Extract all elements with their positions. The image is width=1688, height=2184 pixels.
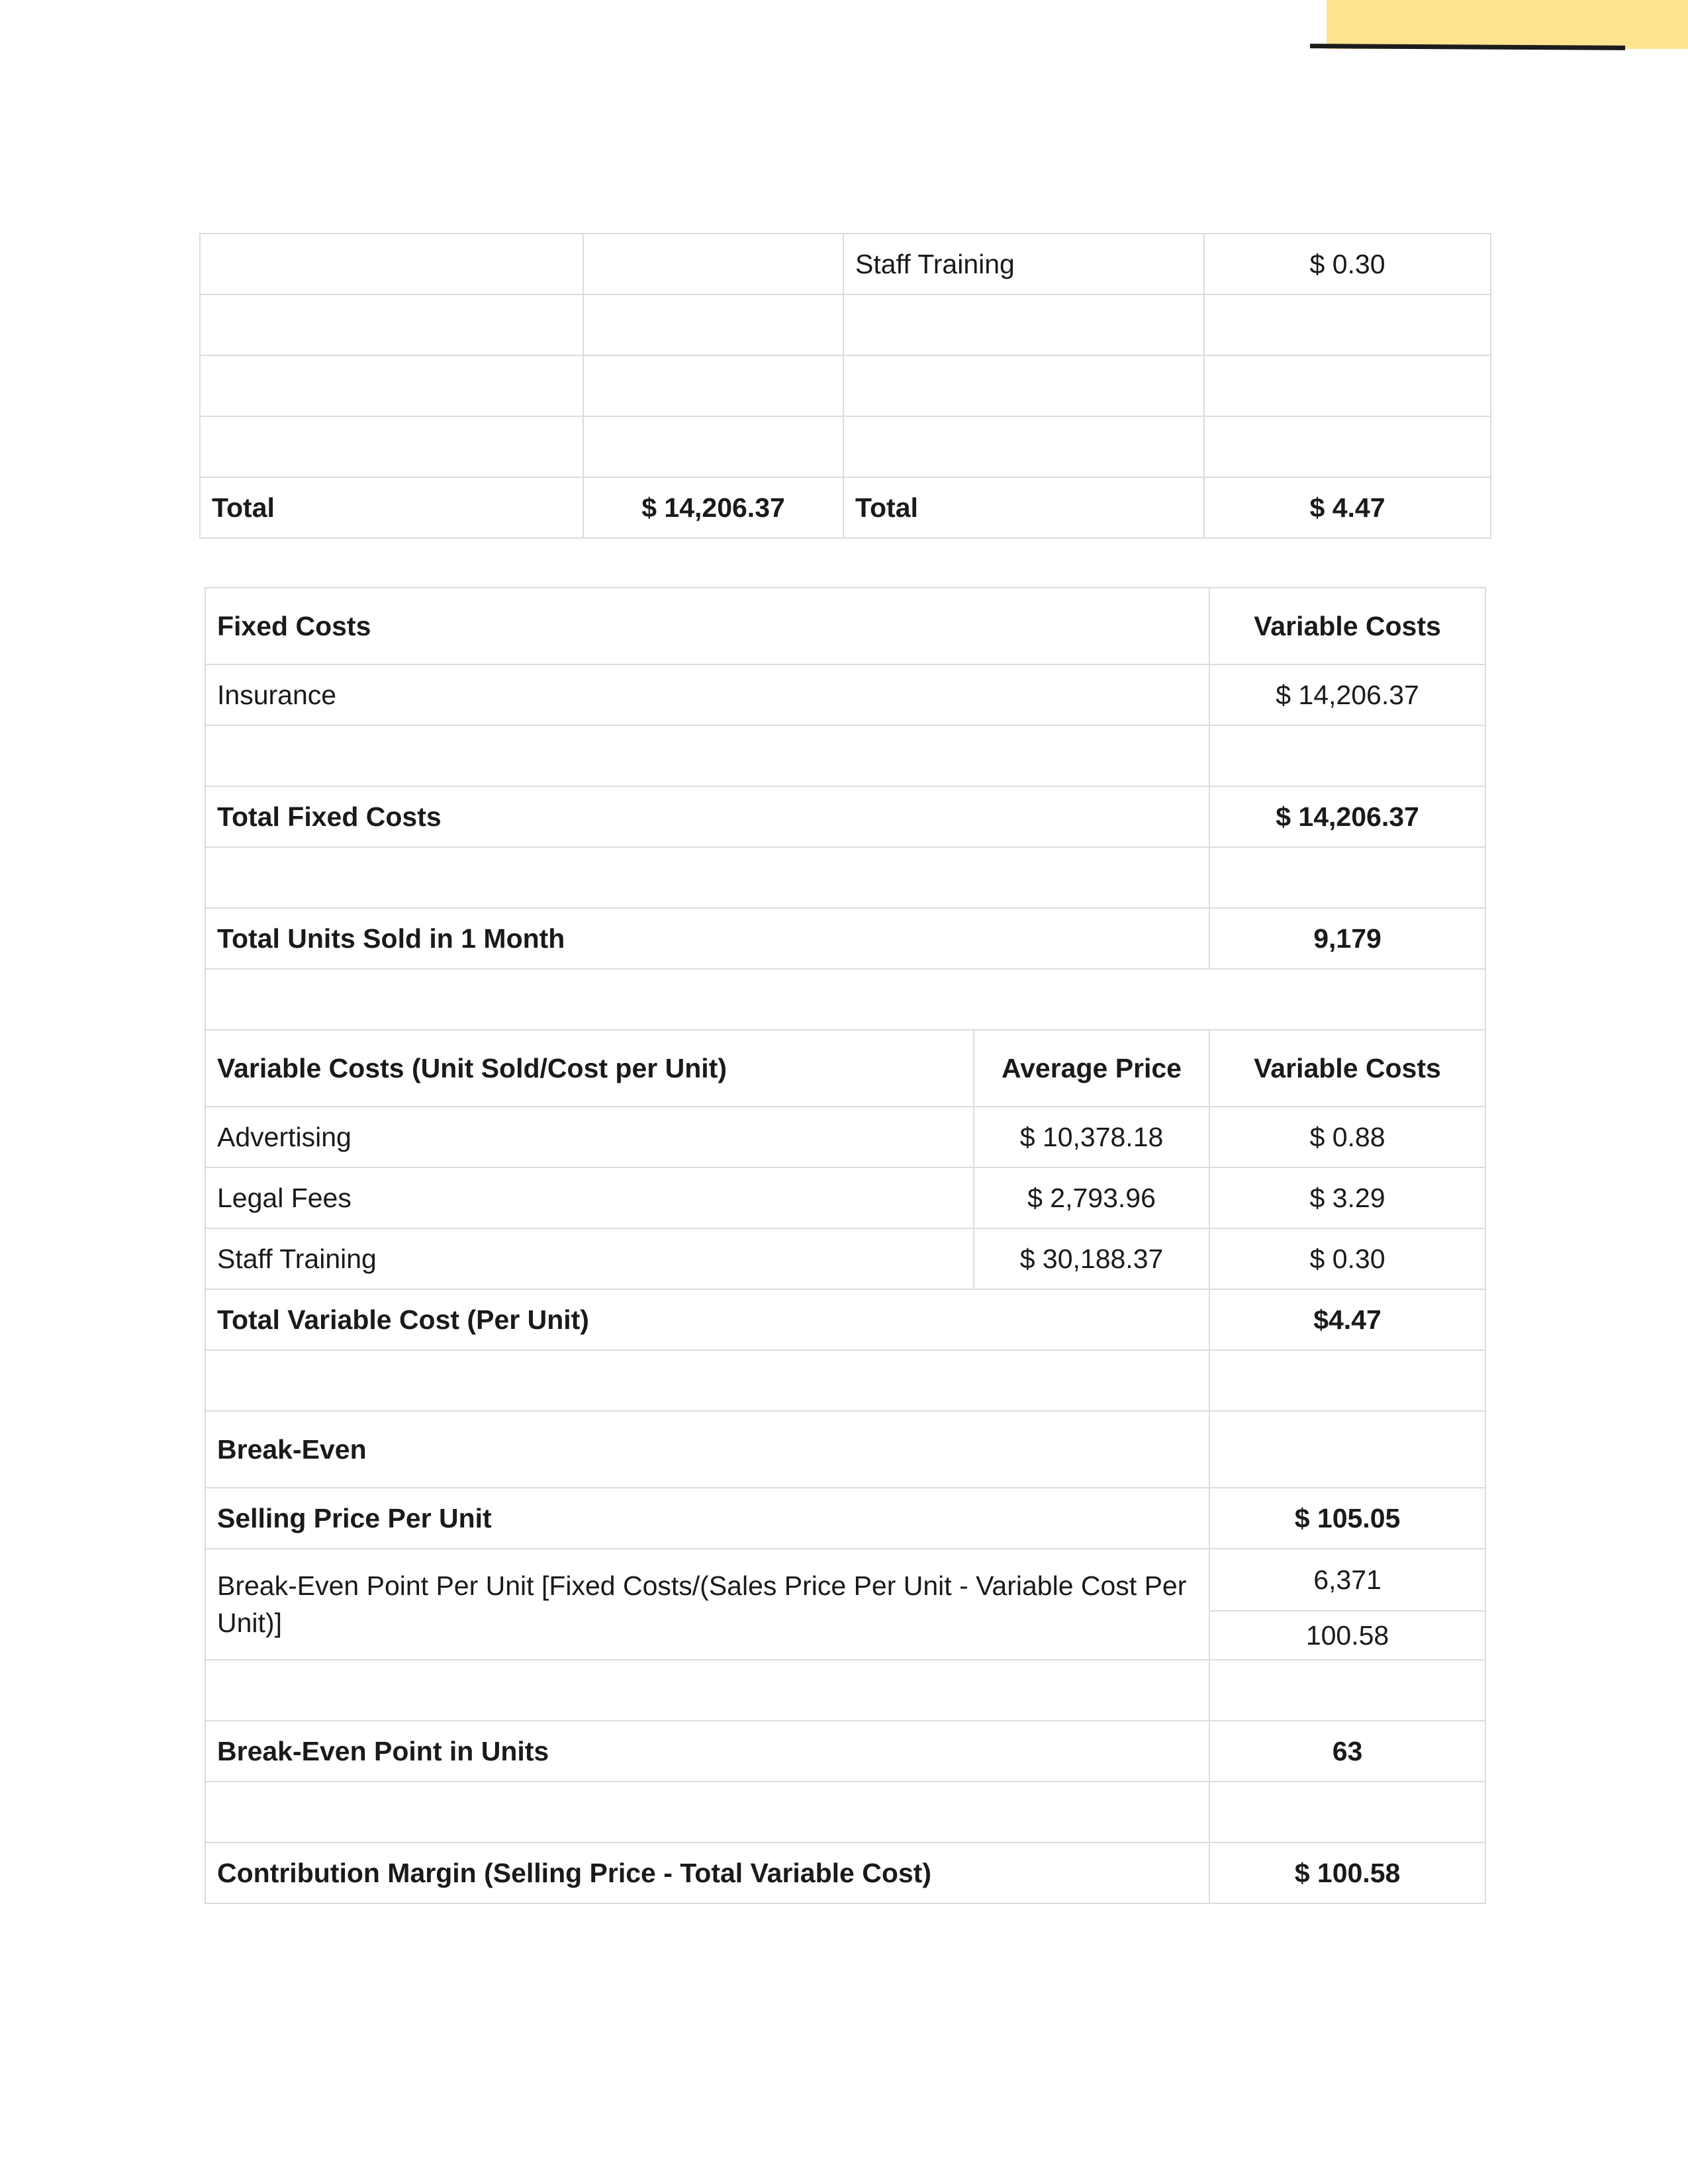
table-cell xyxy=(583,234,843,295)
breakeven-per-unit-value: 6,371 xyxy=(1313,1565,1382,1595)
total-fixed-costs-value: $ 14,206.37 xyxy=(1209,786,1485,847)
table-row xyxy=(205,1549,1485,1660)
table-cell xyxy=(200,416,583,477)
empty-cell xyxy=(205,969,1485,1030)
units-sold-value: 9,179 xyxy=(1209,908,1485,969)
table-row xyxy=(200,234,1491,295)
empty-cell xyxy=(205,1782,1209,1843)
empty-cell xyxy=(205,725,1209,786)
empty-row xyxy=(205,969,1485,1030)
table-row xyxy=(205,1488,1485,1549)
empty-cell xyxy=(1209,1350,1485,1411)
table-cell xyxy=(1204,295,1491,355)
total-label: Total xyxy=(200,477,583,538)
empty-cell xyxy=(205,1350,1209,1411)
table-row xyxy=(205,1030,1485,1107)
empty-cell xyxy=(1209,1660,1485,1721)
variable-costs-header: Variable Costs xyxy=(1209,588,1485,664)
empty-cell xyxy=(205,847,1209,908)
total-fixed-value: $ 14,206.37 xyxy=(583,477,843,538)
table-row xyxy=(205,1843,1485,1903)
selling-price-value: $ 105.05 xyxy=(1209,1488,1485,1549)
table-cell xyxy=(200,355,583,416)
item-average-price: $ 10,378.18 xyxy=(974,1107,1209,1167)
empty-cell xyxy=(205,1660,1209,1721)
empty-cell xyxy=(1209,725,1485,786)
fixed-costs-header: Fixed Costs xyxy=(205,588,1209,664)
table-row xyxy=(205,1411,1485,1488)
item-variable-cost: $ 0.88 xyxy=(1209,1107,1485,1167)
table-row xyxy=(205,1721,1485,1782)
table-cell xyxy=(843,355,1204,416)
empty-row xyxy=(205,847,1485,908)
table-row xyxy=(205,664,1485,725)
empty-row xyxy=(205,725,1485,786)
item-name: Staff Training xyxy=(205,1228,974,1289)
table-cell xyxy=(583,295,843,355)
total-variable-cost-value: $4.47 xyxy=(1209,1289,1485,1350)
table-row xyxy=(205,908,1485,969)
item-variable-cost: $ 0.30 xyxy=(1209,1228,1485,1289)
table-row xyxy=(205,786,1485,847)
table-row xyxy=(200,416,1491,477)
breakeven-table xyxy=(205,587,1486,1904)
header-accent-tab xyxy=(1327,0,1688,49)
table-cell xyxy=(843,295,1204,355)
table-cell xyxy=(200,295,583,355)
total-fixed-costs-label: Total Fixed Costs xyxy=(205,786,1209,847)
contribution-margin-label: Contribution Margin (Selling Price - Total Variable Cost) xyxy=(205,1843,1209,1903)
table-row xyxy=(200,355,1491,416)
summary-table xyxy=(199,233,1491,539)
item-average-price: $ 30,188.37 xyxy=(974,1228,1209,1289)
item-average-price: $ 2,793.96 xyxy=(974,1167,1209,1228)
item-name: Legal Fees xyxy=(205,1167,974,1228)
empty-row xyxy=(205,1660,1485,1721)
insurance-value: $ 14,206.37 xyxy=(1209,664,1485,725)
table-cell: $ 0.30 xyxy=(1204,234,1491,295)
empty-cell xyxy=(1209,847,1485,908)
variable-costs-section-header: Variable Costs (Unit Sold/Cost per Unit) xyxy=(205,1030,974,1107)
units-sold-label: Total Units Sold in 1 Month xyxy=(205,908,1209,969)
table-row xyxy=(205,1107,1485,1167)
breakeven-per-unit-value: 100.58 xyxy=(1210,1610,1485,1659)
item-name: Advertising xyxy=(205,1107,974,1167)
header-accent-rule xyxy=(1310,44,1625,50)
table-row xyxy=(205,1289,1485,1350)
table-cell xyxy=(843,416,1204,477)
empty-cell xyxy=(1209,1411,1485,1488)
breakeven-units-value: 63 xyxy=(1209,1721,1485,1782)
total-variable-cost-label: Total Variable Cost (Per Unit) xyxy=(205,1289,1209,1350)
table-row xyxy=(205,588,1485,664)
table-cell xyxy=(1204,355,1491,416)
table-cell xyxy=(583,416,843,477)
table-row xyxy=(205,1167,1485,1228)
variable-costs-column-header: Variable Costs xyxy=(1209,1030,1485,1107)
breakeven-per-unit-values xyxy=(1209,1549,1485,1660)
empty-row xyxy=(205,1350,1485,1411)
breakeven-units-label: Break-Even Point in Units xyxy=(205,1721,1209,1782)
average-price-header: Average Price xyxy=(974,1030,1209,1107)
breakeven-section-header: Break-Even xyxy=(205,1411,1209,1488)
empty-cell xyxy=(1209,1782,1485,1843)
contribution-margin-value: $ 100.58 xyxy=(1209,1843,1485,1903)
selling-price-label: Selling Price Per Unit xyxy=(205,1488,1209,1549)
table-cell xyxy=(200,234,583,295)
table-row xyxy=(200,295,1491,355)
total-row xyxy=(200,477,1491,538)
item-variable-cost: $ 3.29 xyxy=(1209,1167,1485,1228)
empty-row xyxy=(205,1782,1485,1843)
table-cell xyxy=(1204,416,1491,477)
total-label: Total xyxy=(843,477,1204,538)
breakeven-per-unit-label: Break-Even Point Per Unit [Fixed Costs/(Sales Price Per Unit - Variable Cost Per Unit)] xyxy=(205,1549,1209,1660)
table-row xyxy=(205,1228,1485,1289)
table-cell: Staff Training xyxy=(843,234,1204,295)
total-variable-value: $ 4.47 xyxy=(1204,477,1491,538)
table-cell xyxy=(583,355,843,416)
insurance-label: Insurance xyxy=(205,664,1209,725)
